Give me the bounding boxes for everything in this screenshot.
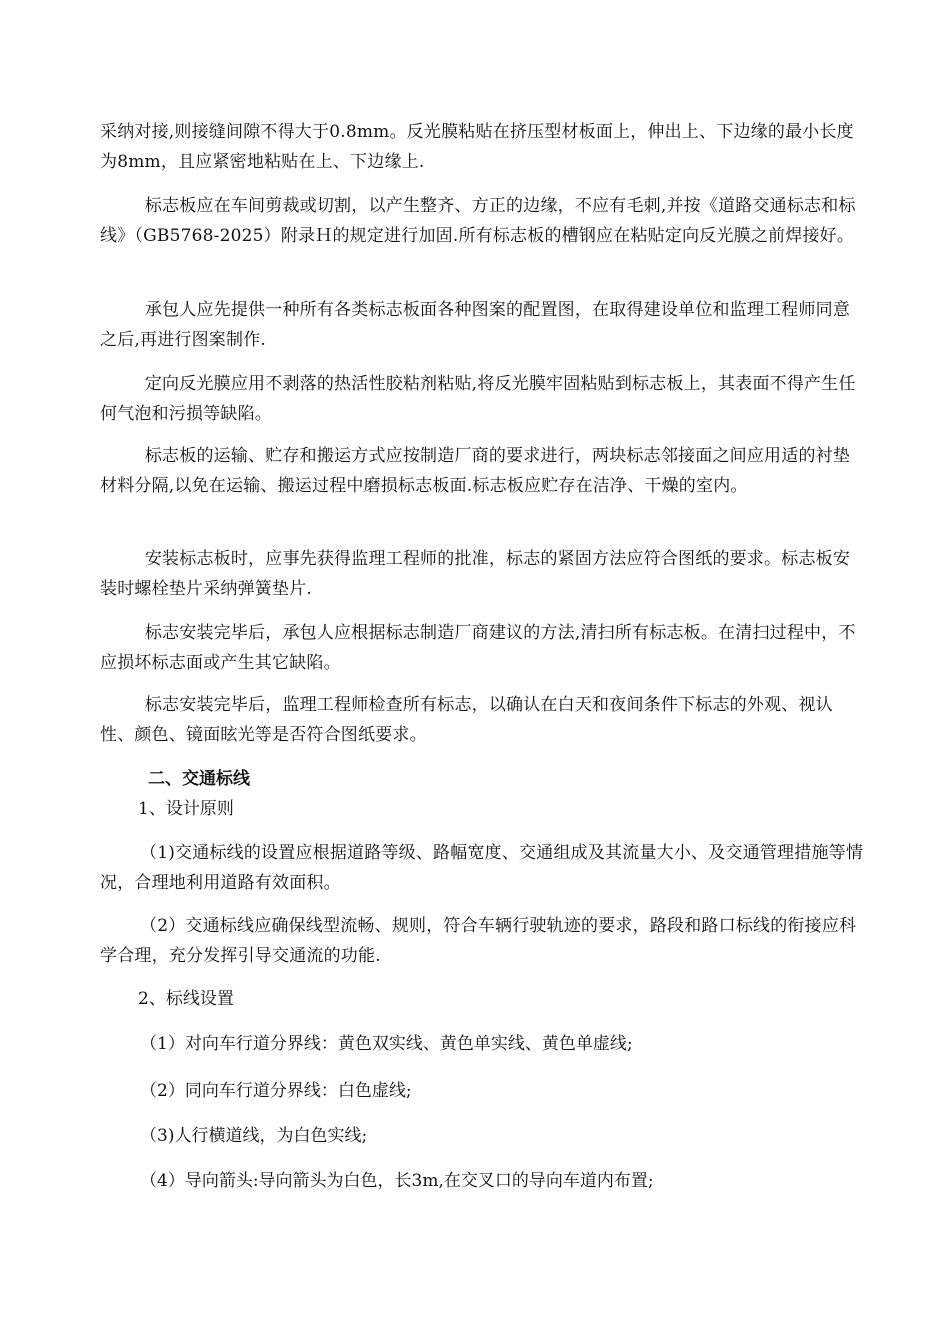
paragraph-adhesive: 定向反光膜应用不剥落的热活性胶粘剂粘贴,将反光膜牢固粘贴到标志板上，其表面不得产生任何气泡和污损等缺陷。 <box>100 374 856 424</box>
paragraph-pattern-layout: 承包人应先提供一种所有各类标志板面各种图案的配置图，在取得建设单位和监理工程师同意之后,再进行图案制作. <box>100 300 851 350</box>
paragraph-installation: 安装标志板时，应事先获得监理工程师的批准，标志的紧固方法应符合图纸的要求。标志板安装时螺栓垫片采纳弹簧垫片. <box>100 549 851 599</box>
design-principle-item-2: （2）交通标线应确保线型流畅、规则，符合车辆行驶轨迹的要求，路段和路口标线的衔接应科学合理，充分发挥引导交通流的功能. <box>100 916 857 966</box>
marking-item-2: （2）同向车行道分界线：白色虚线; <box>140 1081 412 1101</box>
subsection-title-marking-setup: 2、标线设置 <box>138 989 234 1009</box>
paragraph-transport-storage: 标志板的运输、贮存和搬运方式应按制造厂商的要求进行，两块标志邻接面之间应用适的衬垫材料分隔,以免在运输、搬运过程中磨损标志板面.标志板应贮存在洁净、干燥的室内。 <box>100 446 851 496</box>
paragraph-sign-cutting: 标志板应在车间剪裁或切割，以产生整齐、方正的边缘，不应有毛刺,并按《道路交通标志和标线》（GB5768-2025）附录Ｈ的规定进行加固.所有标志板的槽钢应在粘贴定向反光膜之前焊接好。 <box>100 196 856 246</box>
paragraph-inspection: 标志安装完毕后，监理工程师检查所有标志，以确认在白天和夜间条件下标志的外观、视认性、颜色、镜面眩光等是否符合图纸要求。 <box>100 695 833 745</box>
marking-item-4: （4）导向箭头:导向箭头为白色，长3m,在交叉口的导向车道内布置; <box>140 1171 654 1191</box>
section-heading-traffic-markings: 二、交通标线 <box>148 769 250 789</box>
design-principle-item-1: （1)交通标线的设置应根据道路等级、路幅宽度、交通组成及其流量大小、及交通管理措施等情况，合理地利用道路有效面积。 <box>100 843 864 893</box>
paragraph-reflective-film-joint: 采纳对接,则接缝间隙不得大于0.8mm。反光膜粘贴在挤压型材板面上，伸出上、下边缘的最小长度为8mm，且应紧密地粘贴在上、下边缘上. <box>100 122 854 172</box>
paragraph-cleaning: 标志安装完毕后，承包人应根据标志制造厂商建议的方法,清扫所有标志板。在清扫过程中，不应损坏标志面或产生其它缺陷。 <box>100 623 856 673</box>
subsection-title-design-principles: 1、设计原则 <box>138 799 234 819</box>
marking-item-3: （3)人行横道线，为白色实线; <box>140 1126 368 1146</box>
marking-item-1: （1）对向车行道分界线：黄色双实线、黄色单实线、黄色单虚线; <box>140 1034 633 1054</box>
